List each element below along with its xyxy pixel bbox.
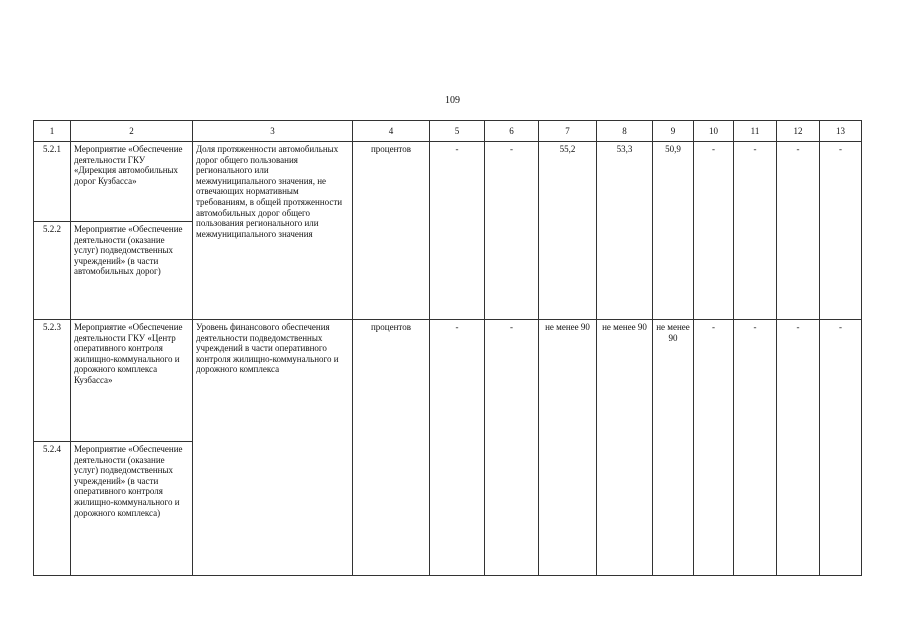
value-cell: не менее 90 <box>539 320 597 576</box>
row-code: 5.2.3 <box>34 320 71 442</box>
row-code: 5.2.4 <box>34 442 71 576</box>
row-code: 5.2.2 <box>34 222 71 320</box>
row-code: 5.2.1 <box>34 142 71 222</box>
measure-name: Мероприятие «Обеспечение деятельности (оказание услуг) подведомственных учреждений» (в части оперативного контроля жилищно-коммунального и дорожного комплекса) <box>71 442 193 576</box>
value-cell: - <box>430 142 485 320</box>
value-cell: 50,9 <box>653 142 694 320</box>
value-cell: - <box>485 142 539 320</box>
measure-name: Мероприятие «Обеспечение деятельности (оказание услуг) подведомственных учреждений» (в части автомобильных дорог) <box>71 222 193 320</box>
header-cell: 8 <box>597 121 653 142</box>
value-cell: - <box>430 320 485 576</box>
value-cell: - <box>694 320 734 576</box>
indicators-table <box>33 120 862 576</box>
page-number: 109 <box>445 95 460 106</box>
value-cell: - <box>777 320 820 576</box>
header-cell: 13 <box>820 121 862 142</box>
header-cell: 2 <box>71 121 193 142</box>
value-cell: 55,2 <box>539 142 597 320</box>
measure-name: Мероприятие «Обеспечение деятельности ГКУ «Центр оперативного контроля жилищно-коммунального и дорожного комплекса Кузбасса» <box>71 320 193 442</box>
header-cell: 9 <box>653 121 694 142</box>
value-cell: не менее 90 <box>653 320 694 576</box>
header-row <box>34 121 862 142</box>
table-row <box>34 320 862 442</box>
indicator-name: Доля протяженности автомобильных дорог общего пользования регионального или межмуниципального значения, не отвечающих нормативным требованиям, в общей протяженности автомобильных дорог общего пользования регионального или межмуниципального значения <box>193 142 353 320</box>
header-cell: 7 <box>539 121 597 142</box>
value-cell: не менее 90 <box>597 320 653 576</box>
unit: процентов <box>353 142 430 320</box>
header-cell: 4 <box>353 121 430 142</box>
header-cell: 3 <box>193 121 353 142</box>
header-cell: 1 <box>34 121 71 142</box>
value-cell: - <box>734 320 777 576</box>
table-row <box>34 142 862 222</box>
header-cell: 10 <box>694 121 734 142</box>
header-cell: 12 <box>777 121 820 142</box>
header-cell: 5 <box>430 121 485 142</box>
value-cell: - <box>694 142 734 320</box>
unit: процентов <box>353 320 430 576</box>
value-cell: - <box>777 142 820 320</box>
measure-name: Мероприятие «Обеспечение деятельности ГКУ «Дирекция автомобильных дорог Кузбасса» <box>71 142 193 222</box>
value-cell: - <box>820 320 862 576</box>
header-cell: 6 <box>485 121 539 142</box>
value-cell: - <box>485 320 539 576</box>
value-cell: - <box>734 142 777 320</box>
indicator-name: Уровень финансового обеспечения деятельности подведомственных учреждений в части оперативного контроля жилищно-коммунального и дорожного комплекса <box>193 320 353 576</box>
value-cell: - <box>820 142 862 320</box>
value-cell: 53,3 <box>597 142 653 320</box>
header-cell: 11 <box>734 121 777 142</box>
